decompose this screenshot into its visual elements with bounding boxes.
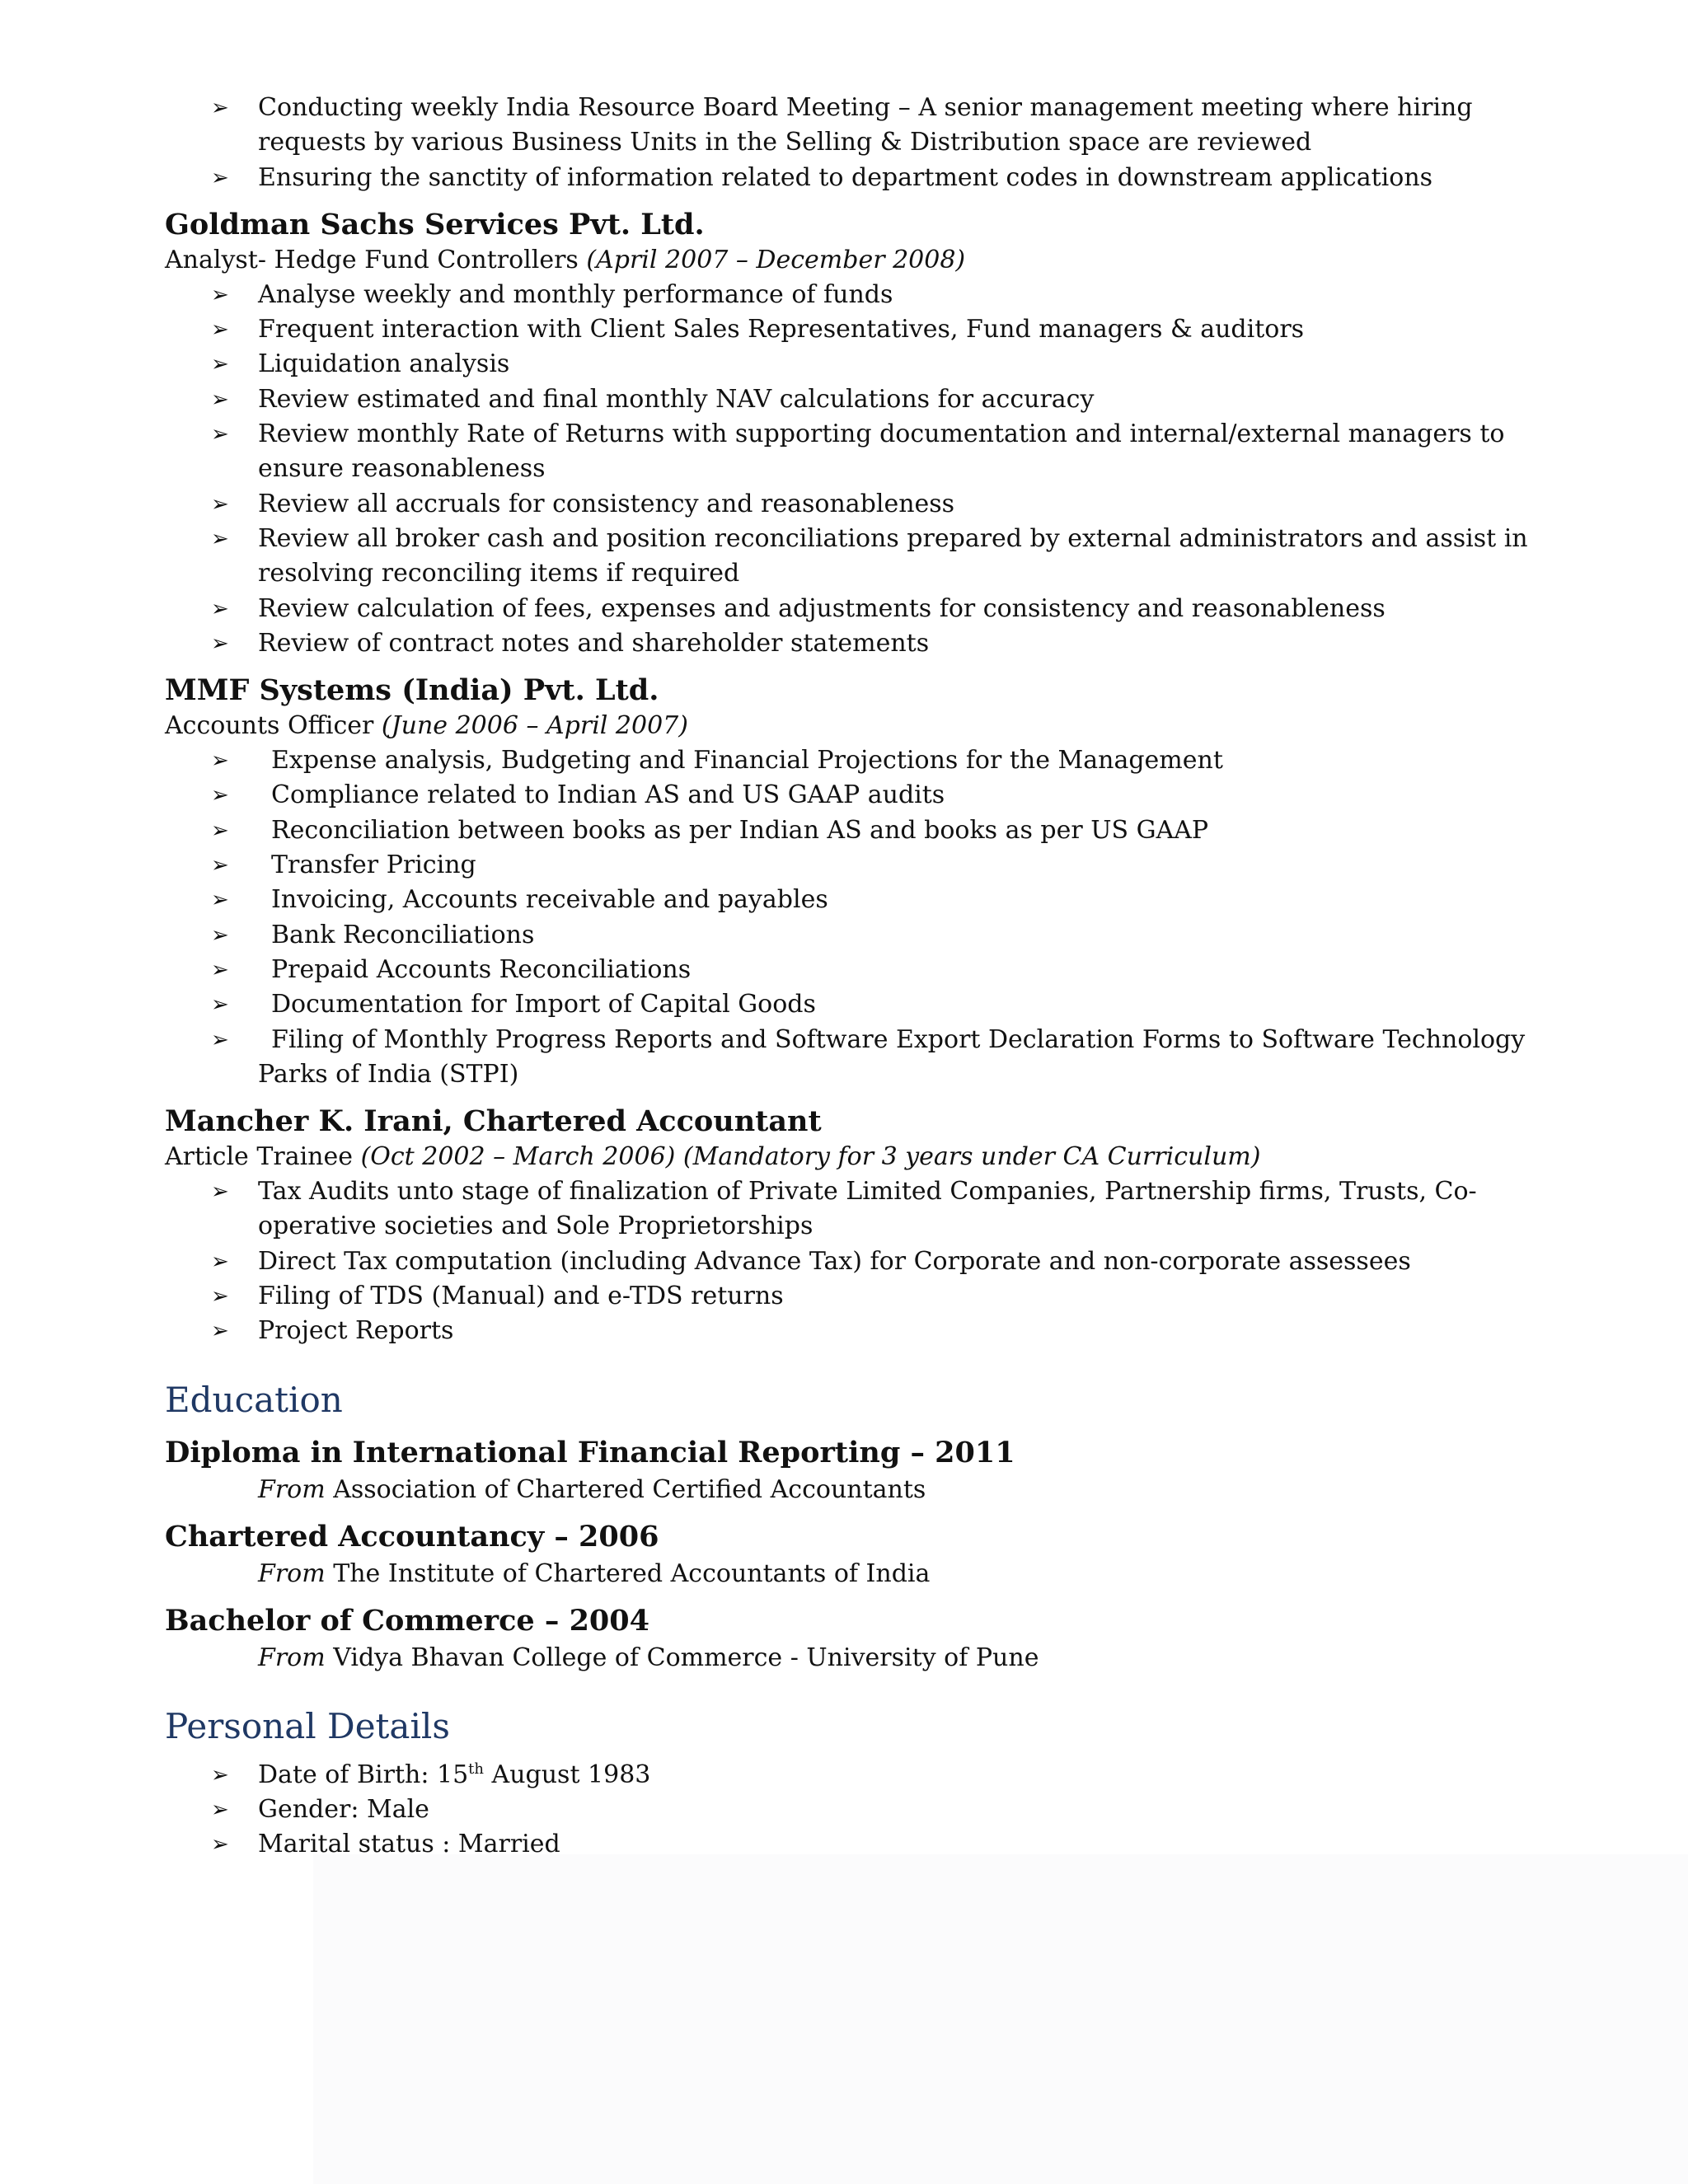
degree-institution: From Association of Chartered Certified Accountants	[258, 1474, 926, 1504]
education-heading: Education	[165, 1379, 343, 1420]
arrowhead-bullet-icon: ➢	[211, 1319, 229, 1344]
company-name: Mancher K. Irani, Chartered Accountant	[165, 1104, 822, 1139]
resume-page	[165, 91, 1533, 1863]
list-item: ➢ Invoicing, Accounts receivable and payables	[165, 883, 1533, 917]
arrowhead-bullet-icon: ➢	[211, 352, 229, 377]
list-item: ➢ Review monthly Rate of Returns with supporting documentation and internal/external managers to ensure reasonableness	[165, 417, 1533, 487]
personal-details-list	[165, 1758, 1533, 1863]
list-item: ➢ Project Reports	[165, 1314, 1533, 1348]
arrowhead-bullet-icon: ➢	[211, 422, 229, 448]
arrowhead-bullet-icon: ➢	[211, 853, 229, 879]
degree-institution: From The Institute of Chartered Accountants of India	[258, 1558, 931, 1588]
arrowhead-bullet-icon: ➢	[211, 1284, 229, 1310]
job-role: Accounts Officer (June 2006 – April 2007)	[165, 711, 688, 741]
duties-list	[165, 278, 1533, 661]
duties-list	[165, 743, 1533, 1092]
job-role: Analyst- Hedge Fund Controllers (April 2007 – December 2008)	[165, 245, 966, 274]
list-item: ➢ Expense analysis, Budgeting and Financial Projections for the Management	[165, 743, 1533, 778]
company-name: Goldman Sachs Services Pvt. Ltd.	[165, 207, 705, 241]
arrowhead-bullet-icon: ➢	[211, 1179, 229, 1205]
list-item: ➢ Compliance related to Indian AS and US GAAP audits	[165, 778, 1533, 813]
list-item: ➢ Date of Birth: 15th August 1983	[165, 1758, 1533, 1793]
list-item: ➢ Review of contract notes and shareholder statements	[165, 626, 1533, 661]
list-item: ➢ Tax Audits unto stage of finalization of Private Limited Companies, Partnership firms, Trusts, Co-operative societies and Sole Proprietorships	[165, 1174, 1533, 1244]
list-item: ➢ Transfer Pricing	[165, 848, 1533, 883]
arrowhead-bullet-icon: ➢	[211, 1249, 229, 1274]
list-item: ➢ Filing of Monthly Progress Reports and Software Export Declaration Forms to Software Technology Parks of India (STPI)	[165, 1023, 1533, 1093]
arrowhead-bullet-icon: ➢	[211, 992, 229, 1018]
list-item: ➢ Review all accruals for consistency and reasonableness	[165, 487, 1533, 522]
education-entry	[165, 1433, 1533, 1507]
list-item: ➢ Review estimated and final monthly NAV calculations for accuracy	[165, 382, 1533, 417]
arrowhead-bullet-icon: ➢	[211, 1797, 229, 1822]
personal-details-heading: Personal Details	[165, 1705, 450, 1746]
arrowhead-bullet-icon: ➢	[211, 317, 229, 343]
list-item: ➢ Marital status : Married	[165, 1827, 1533, 1862]
arrowhead-bullet-icon: ➢	[211, 165, 229, 190]
list-item: ➢ Conducting weekly India Resource Board Meeting – A senior management meeting where hiring requests by various Business Units in the Selling & Distribution space are reviewed	[165, 91, 1533, 161]
experience-entry	[165, 673, 1533, 1092]
degree-title: Diploma in International Financial Reporting – 2011	[165, 1435, 1015, 1469]
arrowhead-bullet-icon: ➢	[211, 1762, 229, 1788]
list-item: ➢ Filing of TDS (Manual) and e-TDS returns	[165, 1279, 1533, 1314]
experience-entry	[165, 207, 1533, 661]
job-dates: (June 2006 – April 2007)	[381, 711, 688, 741]
list-item: ➢ Documentation for Import of Capital Goods	[165, 987, 1533, 1022]
list-item: ➢ Analyse weekly and monthly performance of funds	[165, 278, 1533, 312]
list-item: ➢ Bank Reconciliations	[165, 918, 1533, 953]
list-item: ➢ Review calculation of fees, expenses and adjustments for consistency and reasonableness	[165, 592, 1533, 626]
job-role: Article Trainee (Oct 2002 – March 2006) (Mandatory for 3 years under CA Curriculum)	[165, 1142, 1261, 1172]
arrowhead-bullet-icon: ➢	[211, 282, 229, 307]
list-item: ➢ Review all broker cash and position reconciliations prepared by external administrators and assist in resolving reconciling items if required	[165, 522, 1533, 592]
job-dates: (April 2007 – December 2008)	[586, 245, 966, 274]
list-item: ➢ Frequent interaction with Client Sales Representatives, Fund managers & auditors	[165, 312, 1533, 347]
list-item: ➢ Ensuring the sanctity of information related to department codes in downstream applications	[165, 161, 1533, 195]
list-item: ➢ Gender: Male	[165, 1793, 1533, 1827]
arrowhead-bullet-icon: ➢	[211, 526, 229, 551]
company-name: MMF Systems (India) Pvt. Ltd.	[165, 673, 659, 708]
arrowhead-bullet-icon: ➢	[211, 630, 229, 656]
experience-entry	[165, 1104, 1533, 1348]
page-shading	[313, 1854, 1688, 2184]
education-entry	[165, 1601, 1533, 1675]
arrowhead-bullet-icon: ➢	[211, 888, 229, 913]
job-dates: (Oct 2002 – March 2006) (Mandatory for 3 years under CA Curriculum)	[360, 1142, 1261, 1172]
degree-title: Chartered Accountancy – 2006	[165, 1519, 659, 1554]
list-item: ➢ Reconciliation between books as per Indian AS and books as per US GAAP	[165, 813, 1533, 848]
degree-title: Bachelor of Commerce – 2004	[165, 1603, 649, 1638]
arrowhead-bullet-icon: ➢	[211, 818, 229, 843]
continued-bullet-list	[165, 91, 1533, 195]
arrowhead-bullet-icon: ➢	[211, 748, 229, 774]
list-item: ➢ Liquidation analysis	[165, 347, 1533, 382]
degree-institution: From Vidya Bhavan College of Commerce - University of Pune	[258, 1643, 1039, 1672]
education-entry	[165, 1517, 1533, 1591]
arrowhead-bullet-icon: ➢	[211, 1832, 229, 1858]
list-item: ➢ Direct Tax computation (including Advance Tax) for Corporate and non-corporate assessees	[165, 1244, 1533, 1279]
arrowhead-bullet-icon: ➢	[211, 596, 229, 621]
arrowhead-bullet-icon: ➢	[211, 491, 229, 517]
arrowhead-bullet-icon: ➢	[211, 783, 229, 808]
arrowhead-bullet-icon: ➢	[211, 96, 229, 120]
list-item: ➢ Prepaid Accounts Reconciliations	[165, 953, 1533, 987]
arrowhead-bullet-icon: ➢	[211, 922, 229, 948]
arrowhead-bullet-icon: ➢	[211, 387, 229, 412]
duties-list	[165, 1174, 1533, 1348]
arrowhead-bullet-icon: ➢	[211, 957, 229, 982]
arrowhead-bullet-icon: ➢	[211, 1027, 229, 1052]
